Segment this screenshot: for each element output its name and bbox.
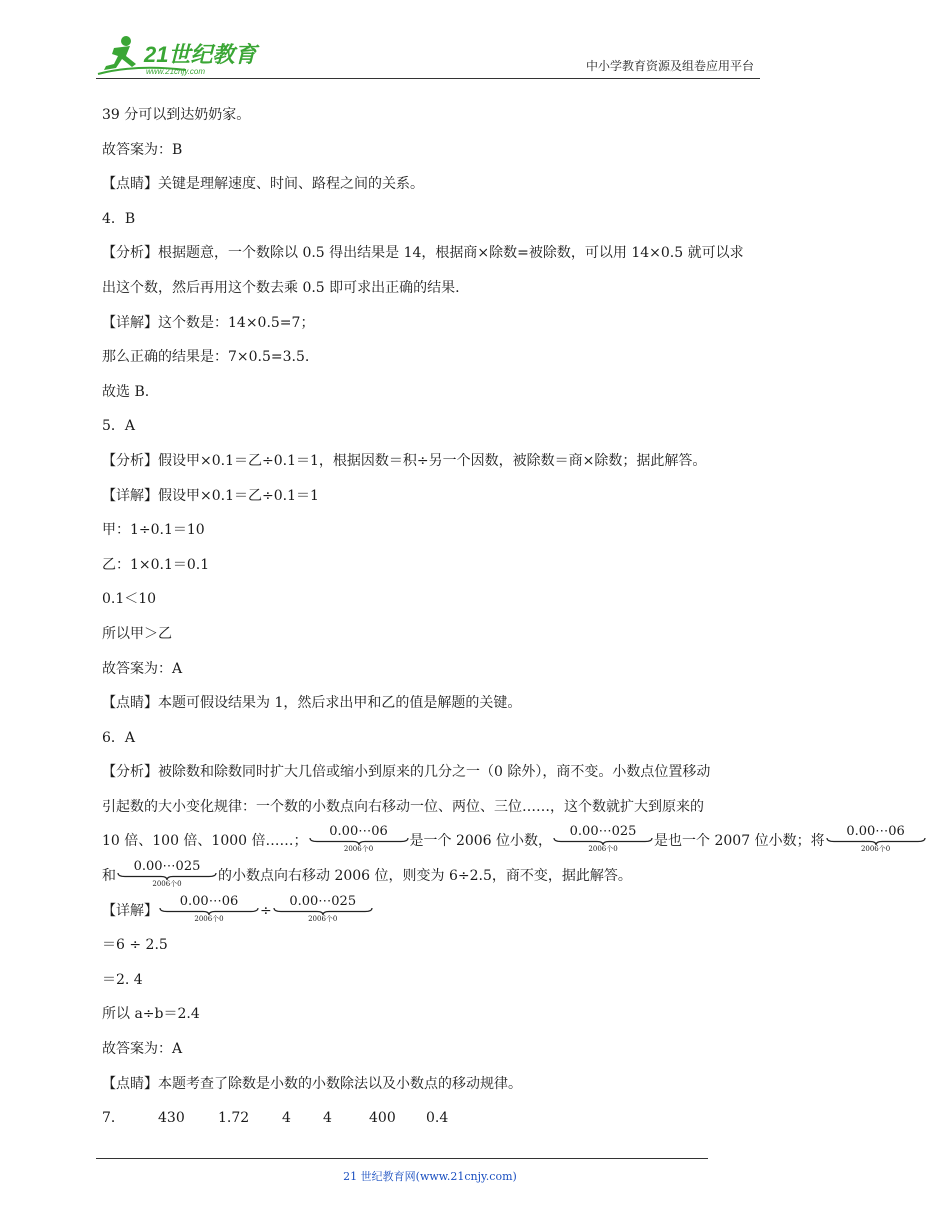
text-line: 乙：1×0.1＝0.1 <box>102 556 210 573</box>
text-segment: 和 <box>102 868 116 885</box>
brace-number-under: 2006个0 <box>588 845 618 854</box>
text-line: 那么正确的结果是：7×0.5=3.5. <box>102 349 310 366</box>
answer-value: 400 <box>369 1110 396 1127</box>
answer-value: 4 <box>282 1110 291 1127</box>
brace-number <box>553 825 653 853</box>
text-line: 故选 B. <box>102 383 150 400</box>
text-line: 0.1＜10 <box>102 591 157 608</box>
question-number: 6．A <box>102 729 136 746</box>
document-body <box>102 98 905 1136</box>
answer-value: 0.4 <box>426 1110 449 1127</box>
answer-value: 430 <box>158 1110 185 1127</box>
brace-number-under: 2006个0 <box>308 914 338 923</box>
brace-number-under: 2006个0 <box>860 845 891 854</box>
division-sign: ÷ <box>260 902 272 919</box>
brace-number <box>117 860 217 888</box>
page-header <box>96 30 760 79</box>
text-line: 【点睛】本题考查了除数是小数的小数除法以及小数点的移动规律。 <box>102 1075 522 1092</box>
text-line: 【详解】这个数是：14×0.5=7； <box>102 314 315 331</box>
footer-divider <box>96 1158 708 1159</box>
brace-number <box>309 825 409 853</box>
brace-number-top: 0.00⋯025 <box>569 824 637 840</box>
text-line-with-fractions <box>102 859 762 894</box>
text-segment: 【详解】 <box>102 902 158 919</box>
text-line: 【点睛】本题可假设结果为 1，然后求出甲和乙的值是解题的关键。 <box>102 695 522 712</box>
text-segment: 10 倍、100 倍、1000 倍……； <box>102 833 308 850</box>
platform-title: 中小学教育资源及组卷应用平台 <box>585 59 754 73</box>
text-line-with-fractions <box>102 894 762 929</box>
brace-number-top: 0.00⋯06 <box>179 893 239 909</box>
text-line: 【分析】根据题意，一个数除以 0.5 得出结果是 14，根据商×除数=被除数，可以用 14×0.5 就可以求 <box>102 245 744 262</box>
logo-url: www.21cnjy.com <box>146 67 205 76</box>
text-line: 出这个数，然后再用这个数去乘 0.5 即可求出正确的结果. <box>102 279 460 296</box>
brace-number <box>826 825 926 853</box>
text-line: ＝2. 4 <box>102 971 143 988</box>
brace-number-top: 0.00⋯06 <box>329 824 388 840</box>
answer-row-7 <box>102 1101 762 1136</box>
logo-text: 21世纪教育 <box>144 42 257 67</box>
text-line: 故答案为：A <box>102 1041 183 1058</box>
text-line: 【详解】假设甲×0.1＝乙÷0.1＝1 <box>102 487 319 504</box>
text-line: 39 分可以到达奶奶家。 <box>102 107 251 123</box>
underbrace-icon <box>117 873 217 880</box>
text-line: 故答案为：B <box>102 141 183 158</box>
brace-number-under: 2006个0 <box>343 845 374 854</box>
brace-number-under: 2006个0 <box>194 914 224 923</box>
text-line: 【分析】被除数和除数同时扩大几倍或缩小到原来的几分之一（0 除外），商不变。小数点位置移动 <box>102 764 711 781</box>
underbrace-icon <box>159 908 259 915</box>
text-line: 甲：1÷0.1＝10 <box>102 522 205 539</box>
text-segment: 的小数点向右移动 2006 位，则变为 6÷2.5，商不变，据此解答。 <box>218 868 632 885</box>
brace-number <box>159 895 259 923</box>
text-segment: 是一个 2006 位小数， <box>409 833 553 850</box>
text-line-with-fractions <box>102 824 905 859</box>
brace-number <box>273 895 373 923</box>
text-line: 【分析】假设甲×0.1＝乙÷0.1＝1，根据因数＝积÷另一个因数，被除数＝商×除数；据此解答。 <box>102 452 707 469</box>
page-footer: 21 世纪教育网(www.21cnjy.com) <box>343 1170 517 1183</box>
answer-value: 1.72 <box>218 1110 250 1127</box>
underbrace-icon <box>273 908 373 915</box>
question-number: 5．A <box>102 418 136 435</box>
text-line: 引起数的大小变化规律：一个数的小数点向右移动一位、两位、三位……，这个数就扩大到原来的 <box>102 798 704 815</box>
brace-number-top: 0.00⋯025 <box>289 893 357 909</box>
brace-number-under: 2006个0 <box>152 880 182 889</box>
text-line: 所以甲＞乙 <box>102 625 172 642</box>
question-number: 7． <box>102 1110 125 1127</box>
21cnjy-logo <box>96 34 266 76</box>
question-number: 4．B <box>102 210 136 227</box>
answer-value: 4 <box>323 1110 332 1127</box>
text-line: 所以 a÷b＝2.4 <box>102 1006 200 1023</box>
text-line: 【点睛】关键是理解速度、时间、路程之间的关系。 <box>102 176 424 193</box>
brace-number-top: 0.00⋯06 <box>846 824 905 840</box>
text-line: ＝6 ÷ 2.5 <box>102 937 168 954</box>
brace-number-top: 0.00⋯025 <box>133 859 201 875</box>
text-segment: 是也一个 2007 位小数；将 <box>654 833 825 850</box>
text-line: 故答案为：A <box>102 660 183 677</box>
